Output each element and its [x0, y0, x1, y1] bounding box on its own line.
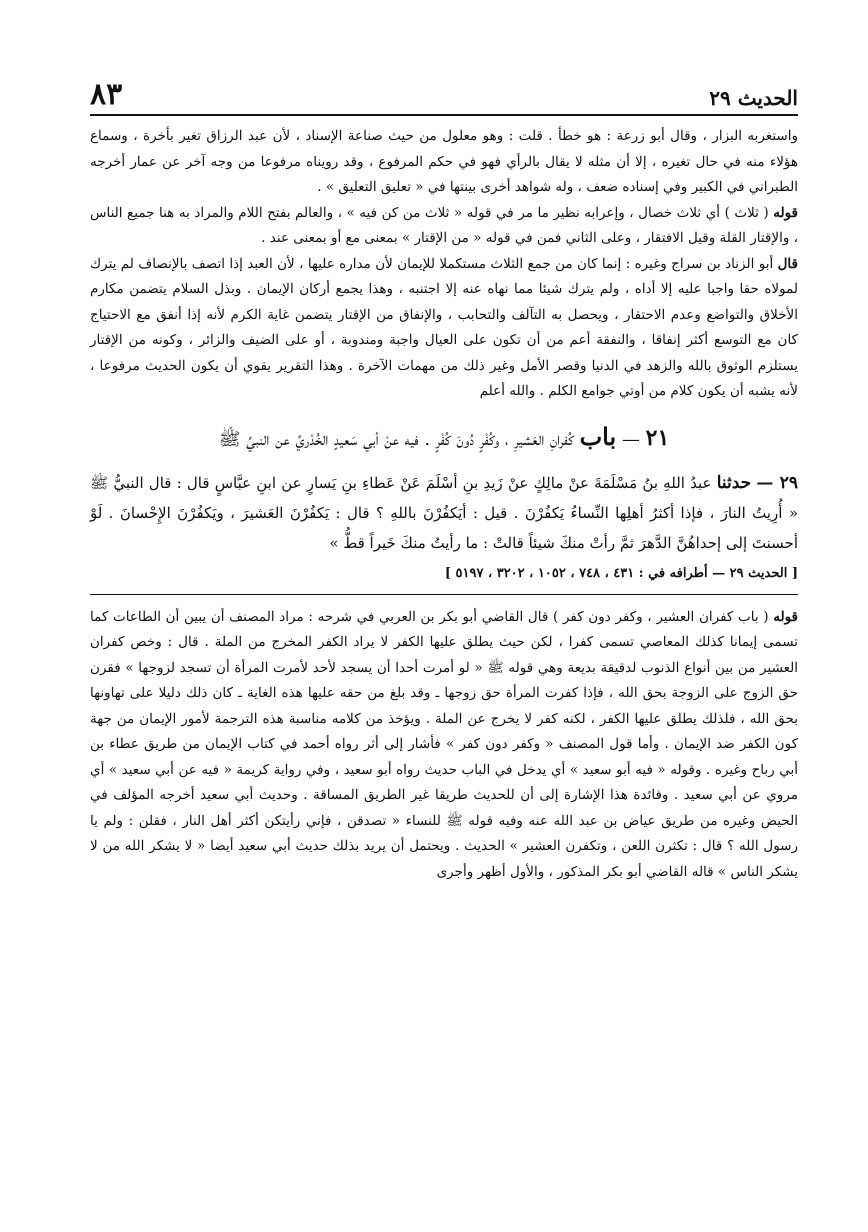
chapter-title: كُفرانِ العَشيرِ ، وكُفْرٍ دُونَ كُفْرٍ . فيه عنْ أبي سَعيدٍ الخُدْريِّ عن النبيِّ ﷺ — [218, 428, 574, 450]
hadith-body: عبدُ اللهِ بنُ مَسْلَمَةَ عنْ مالِكٍ عنْ زَيدِ بنِ أسْلَمَ عَنْ عَطاءِ بنِ يَسارٍ عن ابنِ عبَّاسٍ قال : قال النبيُّ ﷺ « أُرِيتُ النارَ ، فإذا أكثرُ أهلِها النِّساءُ يَكفُرْنَ . قيل : أيَكفُرْنَ باللهِ ؟ قال : يَكفُرْنَ العَشيرَ ، ويَكفُرْنَ الإِحْسانَ . لَوْ أحسنتَ إلى إحداهُنَّ الدَّهرَ ثمَّ رأتْ منكَ شيئاً قالتْ : ما رأيتُ منكَ خَيراً قطُّ » — [90, 473, 798, 552]
paragraph-text: ( باب كفران العشير ، وكفر دون كفر ) قال القاضي أبو بكر بن العربي في شرحه : مراد المصنف أن يبين أن الطاعات كما تسمى إيمانا كذلك المعاصي تسمى كفرا ، لكن حيث يطلق عليها الكفر لا يراد الكفر المخرج من الملة . قال : وخص كفران العشير من بين أنواع الذنوب لدقيقة بديعة وهي قوله ﷺ « لو أمرت أحدا أن يسجد لأحد لأمرت المرأة أن تسجد لزوجها » فقرن حق الزوج على الزوجة بحق الله ، فإذا كفرت المرأة حق زوجها ـ وقد بلغ من حقه عليها هذه الغاية ـ كان ذلك دليلا على تهاونها بحق الله ، فلذلك يطلق عليها الكفر ، لكنه كفر لا يخرج عن الملة . ويؤخذ من كلامه مناسبة هذه الترجمة لأمور الإيمان من جهة كون الكفر ضد الإيمان . وأما قول المصنف « وكفر دون كفر » فأشار إلى أثر رواه أحمد في كتاب الإيمان من طريق عطاء بن أبي رباح وغيره . وقوله « فيه أبو سعيد » أي يدخل في الباب حديث رواه أبو سعيد ، وفي رواية كريمة « فيه عن أبي سعيد » أي مروي عن أبي سعيد . وفائدة هذا الإشارة إلى أن للحديث طريقا غير الطريق المساقة . وحديث أبي سعيد أخرجه المؤلف في الحيض وغيره من طريق عياض بن عبد الله عنه وفيه قوله ﷺ للنساء « تصدقن ، فإني رأيتكن أكثر أهل النار ، فقلن : ولم يا رسول الله ؟ قال : تكثرن اللعن ، وتكفرن العشير » الحديث . ويحتمل أن يريد بذلك حديث أبي سعيد أيضا « لا يشكر الله من لا يشكر الناس » قاله القاضي أبو بكر المذكور ، والأول أظهر وأجرى — [90, 608, 798, 880]
chapter-number: ٢١ — [645, 424, 670, 451]
paragraph-text: ( ثلاث ) أي ثلاث خصال ، وإعرابه نظير ما مر في قوله « ثلاث من كن فيه » ، والعالم بفتح اللام والمراد به هنا جميع الناس ، والإقتار القلة وقيل الافتقار ، وعلى الثاني فمن في قوله « من الإقتار » بمعنى مع أو بمعنى عند . — [90, 204, 798, 246]
running-head-hadith-label: الحديث ٢٩ — [709, 86, 798, 110]
commentary-top — [90, 124, 798, 405]
paragraph-text: واستغربه البزار ، وقال أبو زرعة : هو خطأ . قلت : وهو معلول من حيث صناعة الإسناد ، لأن عبد الرزاق تغير بأخرة ، وسماع هؤلاء منه في حال تغيره ، إلا أن مثله لا يقال بالرأي فهو في حكم المرفوع ، وقد رويناه مرفوعا من وجه آخر عن عمار أخرجه الطبراني في الكبير وفي إسناده ضعف ، وله شواهد أخرى بينتها في « تعليق التعليق » . — [90, 128, 798, 195]
page-number: ٨٣ — [90, 77, 123, 112]
paragraph-lead: قوله — [773, 608, 798, 625]
chapter-word: باب — [579, 421, 617, 451]
hadith-number: ٢٩ — — [756, 472, 798, 493]
paragraph-text: أبو الزناد بن سراج وغيره : إنما كان من جمع الثلاث مستكملا للإيمان لأن مداره عليها ، لأن العبد إذا اتصف بالإنصاف لم يترك لمولاه حقا واجبا عليه إلا أداه ، ولم يترك شيئا مما نهاه عنه إلا اجتنبه ، وهذا يجمع أركان الإيمان . وبذل السلام يتضمن مكارم الأخلاق والتواضع وعدم الاحتقار ، ويحصل به التآلف والتحابب ، والإنفاق من الإقتار يتضمن غاية الكرم لأنه إذا أنفق مع الاحتياج كان مع التوسع أكثر إنفاقا ، والنفقة أعم من أن تكون على العيال واجبة ومندوبة ، أو على الضيف والزائر ، وكونه من الإقتار يستلزم الوثوق بالله والزهد في الدنيا وقصر الأمل وغير ذلك من مهمات الآخرة . وهذا التقرير يقوي أن يكون الحديث مرفوعا ، لأنه يشبه أن يكون كلام من أوتي جوامع الكلم . والله أعلم — [90, 255, 798, 399]
hadith-haddathana: حدثنا — [716, 472, 752, 493]
commentary-paragraph — [90, 252, 798, 405]
hadith-atraf: [ الحديث ٢٩ — أطرافه في : ٤٣١ ، ٧٤٨ ، ١٠٥٢ ، ٣٢٠٢ ، ٥١٩٧ ] — [90, 562, 798, 595]
running-head — [90, 58, 798, 116]
paragraph-lead: قال — [777, 255, 798, 272]
chapter-heading: ٢١ — باب كُفرانِ العَشيرِ ، وكُفْرٍ دُونَ كُفْرٍ . فيه عنْ أبي سَعيدٍ الخُدْريِّ عن النبيِّ ﷺ — [218, 421, 670, 451]
paragraph-lead: قوله — [773, 204, 798, 221]
commentary-paragraph — [90, 124, 798, 201]
commentary-paragraph — [90, 605, 798, 886]
hadith-text — [90, 468, 798, 558]
commentary-paragraph — [90, 201, 798, 252]
book-page — [90, 58, 798, 1192]
commentary-bottom — [90, 605, 798, 886]
